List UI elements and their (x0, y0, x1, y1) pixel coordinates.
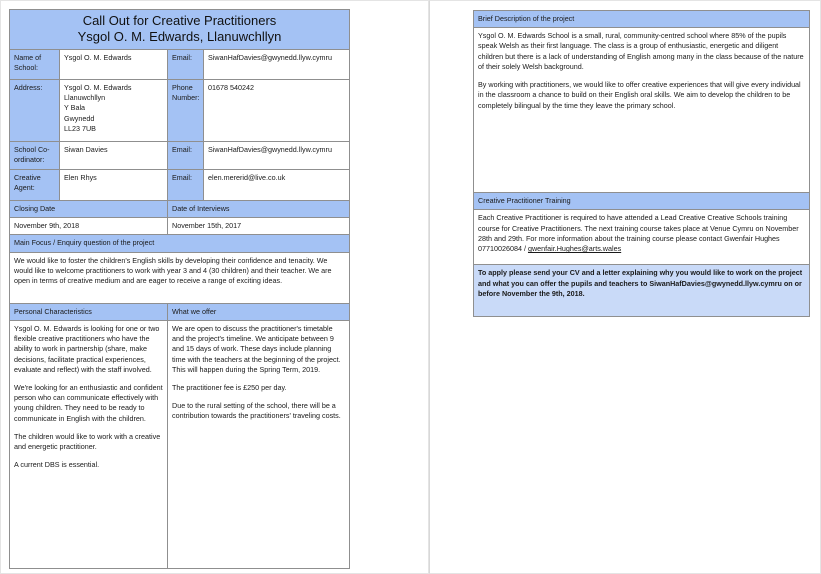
characteristics-text (10, 320, 168, 568)
characteristics-paragraph: Ysgol O. M. Edwards is looking for one or two flexible creative practitioners who have the ability to work in partnership (share, make decisions, facilitate practical experiences, evaluate and reflect) with the staff involved. (14, 323, 160, 374)
form-title (10, 10, 350, 50)
coordinator-email-label: Email: (168, 142, 204, 170)
interviews-date-header: Date of Interviews (168, 201, 350, 218)
address-line: Ysgol O. M. Edwards (64, 83, 132, 92)
address-value (60, 80, 168, 142)
description-paragraph: Ysgol O. M. Edwards School is a small, rural, community-centred school where 85% of the pupils speak Welsh as their first language. The class is a group of enthusiastic, energetic and diligent children but there is a lack of understanding of English among many in the class because of the nature of their solely Welsh background. (478, 31, 804, 71)
main-focus-text: We would like to foster the children's English skills by developing their confidence and tenacity. We would like to welcome practitioners to work with year 3 and 4 (30 children) and their teacher. We are open in terms of creative medium and are eager to receive a range of exciting ideas. (10, 252, 350, 303)
offer-text (168, 320, 350, 568)
project-info-table (473, 10, 810, 317)
training-text (474, 210, 810, 265)
phone-label: Phone Number: (168, 80, 204, 142)
characteristics-paragraph: The children would like to work with a creative and energetic practitioner. (14, 431, 161, 452)
title-line-2: Ysgol O. M. Edwards, Llanuwchllyn (77, 29, 282, 44)
phone-value: 01678 540242 (204, 80, 350, 142)
agent-label: Creative Agent: (10, 170, 60, 201)
agent-email-value: elen.mererid@live.co.uk (204, 170, 350, 201)
page-right (429, 0, 821, 574)
address-line: Llanuwchllyn (64, 93, 106, 103)
characteristics-paragraph: We're looking for an enthusiastic and confident person who can communicate effectively with young children. They need to be ready to communicate in English with the children. (14, 382, 163, 423)
school-email-value: SiwanHafDavies@gwynedd.llyw.cymru (204, 50, 350, 80)
closing-date-value: November 9th, 2018 (10, 218, 168, 235)
characteristics-paragraph: A current DBS is essential. (14, 460, 100, 470)
apply-instructions: To apply please send your CV and a letter explaining why you would like to work on the project and what you can offer the pupils and teachers to SiwanHafDavies@gwynedd.llyw.cymru on or before November the 9th, 2018. (474, 265, 810, 317)
offer-paragraph: We are open to discuss the practitioner's timetable and the project's timeline. We anticipate between 9 and 15 days of work. These days include planning time with the teachers at the beginning of the project. This will happen during the Spring Term, 2019. (172, 323, 341, 374)
offer-header: What we offer (168, 303, 350, 320)
address-line: Gwynedd (64, 113, 95, 123)
coordinator-email-value: SiwanHafDavies@gwynedd.llyw.cymru (204, 142, 350, 170)
school-name-value: Ysgol O. M. Edwards (60, 50, 168, 80)
characteristics-header: Personal Characteristics (10, 303, 168, 320)
address-line: LL23 7UB (64, 123, 96, 133)
description-text (474, 28, 810, 193)
callout-form-table (9, 9, 350, 569)
title-line-1: Call Out for Creative Practitioners (82, 13, 277, 29)
interviews-date-value: November 15th, 2017 (168, 218, 350, 235)
agent-value: Elen Rhys (60, 170, 168, 201)
school-name-label: Name of School: (10, 50, 60, 80)
main-focus-header: Main Focus / Enquiry question of the project (10, 235, 350, 252)
training-contact-email-link[interactable]: gwenfair.Hughes@arts.wales (527, 244, 622, 254)
coordinator-label: School Co-ordinator: (10, 142, 60, 170)
address-line: Y Bala (64, 103, 86, 113)
coordinator-value: Siwan Davies (60, 142, 168, 170)
offer-paragraph: Due to the rural setting of the school, there will be a contribution towards the practitioners' traveling costs. (172, 401, 341, 421)
closing-date-header: Closing Date (10, 201, 168, 218)
address-label: Address: (10, 80, 60, 142)
offer-paragraph: The practitioner fee is £250 per day. (172, 382, 287, 392)
training-body: Each Creative Practitioner is required to have attended a Lead Creative Creative Schools training course for Creative Practitioners. The next training course takes place at Venue Cymru on November 28th and 29th. For more information about the training course please contact Gwenfair Hughes 07710026084 / (478, 213, 799, 254)
description-paragraph: By working with practitioners, we would like to offer creative experiences that will give every individual in the classroom a chance to build on their English oral skills. We aim to develop the children to be completely bilingual by the time they leave the primary school. (478, 80, 801, 110)
agent-email-label: Email: (168, 170, 204, 201)
description-header: Brief Description of the project (474, 11, 810, 28)
training-header: Creative Practitioner Training (474, 193, 810, 210)
school-email-label: Email: (168, 50, 204, 80)
